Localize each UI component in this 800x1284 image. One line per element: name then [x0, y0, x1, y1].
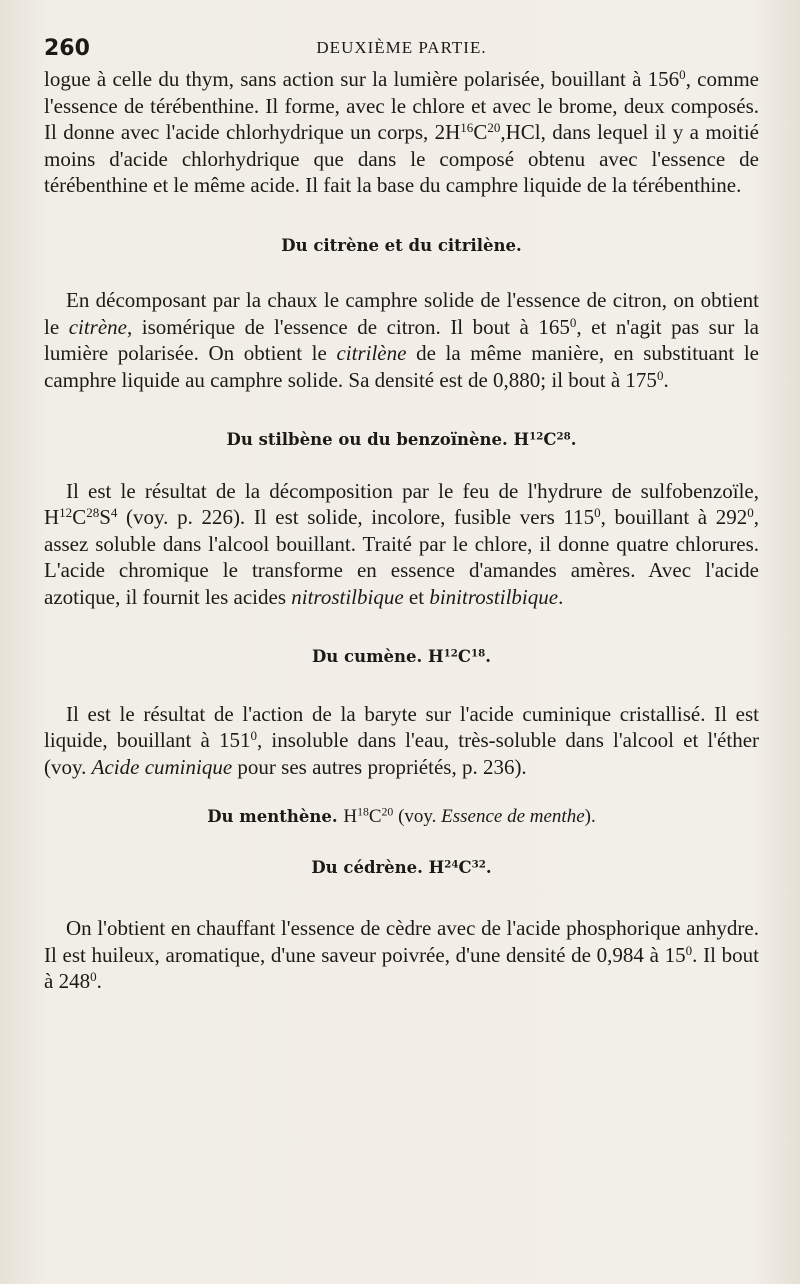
italic-term: nitrostilbique — [291, 584, 404, 609]
superscript: 12 — [59, 504, 73, 520]
superscript: 0 — [594, 504, 601, 520]
italic-term: Acide cuminique — [91, 754, 233, 779]
superscript: 0 — [569, 314, 577, 330]
text: . — [558, 584, 564, 609]
text: , insoluble dans l'eau, très-soluble dans l'alcool et l'éther (voy. — [44, 728, 760, 779]
formula-part: H — [513, 430, 530, 449]
formula-part: C — [543, 430, 557, 449]
formula-part: . — [485, 647, 491, 666]
superscript: 24 — [444, 857, 459, 870]
heading-stilbene — [44, 427, 759, 454]
formula-part: H — [343, 806, 358, 827]
text: . — [96, 969, 102, 993]
paragraph-cedrene — [44, 915, 759, 995]
text: ,HCl, dans lequel il y a moitié moins d'acide chlorhydrique que dans le composé obtenu avec l'essence de térébenthine et le même acide. Il fait la base du camphre liquide de la térébenthine. — [44, 120, 759, 197]
superscript: 18 — [471, 647, 486, 660]
heading-citrene: Du citrène et du citrilène. — [281, 235, 522, 255]
heading-text: Du cumène. — [312, 647, 423, 666]
page-header — [44, 36, 759, 66]
superscript: 4 — [110, 504, 118, 520]
superscript: 18 — [357, 805, 369, 819]
formula — [343, 806, 595, 827]
formula-part: . — [485, 857, 492, 877]
superscript: 28 — [86, 504, 100, 520]
text: C — [473, 120, 488, 144]
heading-text: Du cédrène. — [311, 857, 423, 877]
superscript: 12 — [443, 647, 458, 660]
text: . — [663, 367, 669, 392]
heading-cumene — [44, 644, 759, 671]
superscript: 0 — [90, 968, 97, 984]
running-head: DEUXIÈME PARTIE. — [316, 38, 487, 57]
superscript: 0 — [679, 66, 686, 82]
formula-part: C — [458, 857, 472, 877]
paragraph-cumene — [44, 701, 759, 781]
superscript: 0 — [747, 504, 754, 520]
superscript: 20 — [381, 805, 394, 819]
text: , assez soluble dans l'alcool bouillant. Traité par le chlore, il donne quatre chlorures. L'acide chromique le transforme en essence d'amandes amères. Avec l'acide azotique, il fournit les acides — [44, 505, 759, 609]
heading-menthene — [44, 804, 759, 831]
text: (voy. — [393, 806, 442, 827]
formula — [514, 430, 577, 449]
formula-part: H — [428, 647, 444, 666]
heading-text: Du stilbène ou du benzoïnène. — [226, 430, 508, 449]
superscript: 0 — [250, 727, 257, 743]
text: pour ses autres propriétés, p. 236). — [232, 754, 527, 779]
superscript: 12 — [529, 430, 544, 443]
page-number: 260 — [44, 36, 90, 61]
text: En décomposant par la chaux le camphre solide de l'essence de citron, on obtient le — [44, 288, 759, 339]
superscript: 28 — [556, 430, 571, 443]
formula — [429, 858, 492, 877]
text: logue à celle du thym, sans action sur la lumière polarisée, bouillant à 156 — [44, 67, 680, 91]
text: . Il bout à 248 — [44, 942, 759, 993]
superscript: 20 — [487, 119, 501, 135]
italic-term: citrilène — [336, 341, 407, 365]
text: de la même manière, en substituant le camphre liquide au camphre solide. Sa densité est de 0,880; il bout à 175 — [44, 341, 759, 392]
superscript: 0 — [685, 942, 693, 958]
text: Il est le résultat de l'action de la baryte sur l'acide cuminique cristallisé. Il est liquide, bouillant à 151 — [44, 701, 759, 752]
text: C — [72, 505, 87, 529]
formula-part: C — [457, 647, 472, 666]
superscript: 0 — [656, 367, 664, 383]
superscript: 16 — [460, 119, 474, 135]
superscript: 32 — [471, 857, 486, 870]
page-content — [44, 66, 759, 995]
paragraph-citrene — [44, 287, 759, 393]
formula-part: . — [570, 430, 577, 449]
text: On l'obtient en chauffant l'essence de cèdre avec de l'acide phosphorique anhydre. Il est huileux, aromatique, d'une saveur poivrée, d'une densité de 0,984 à 15 — [44, 916, 759, 967]
text: et — [403, 584, 430, 609]
italic-term: binitrostilbique — [429, 584, 559, 609]
paragraph-stilbene — [44, 478, 759, 611]
text: , comme l'essence de térébenthine. Il forme, avec le chlore et avec le brome, deux composés. Il donne avec l'acide chlorhydrique un corps, 2H — [44, 67, 759, 144]
paragraph-thym — [44, 66, 759, 199]
text: , et n'agit pas sur la lumière polarisée. On obtient le — [44, 314, 759, 365]
text: , isomérique de l'essence de citron. Il bout à 165 — [127, 314, 570, 339]
heading-cedrene — [44, 855, 759, 882]
italic-term: citrène — [68, 314, 127, 339]
text: ). — [584, 806, 596, 827]
formula-part: C — [368, 806, 382, 827]
formula — [428, 647, 491, 666]
text: S — [99, 505, 111, 529]
text: (voy. p. 226). Il est solide, incolore, fusible vers 115 — [117, 505, 595, 529]
text: Il est le résultat de la décomposition par le feu de l'hydrure de sulfobenzoïle, H — [44, 478, 759, 529]
formula-part: H — [428, 857, 445, 877]
text: , bouillant à 292 — [600, 505, 748, 529]
heading-text: Du menthène. — [207, 807, 338, 826]
italic-term: Essence de menthe — [441, 806, 585, 827]
